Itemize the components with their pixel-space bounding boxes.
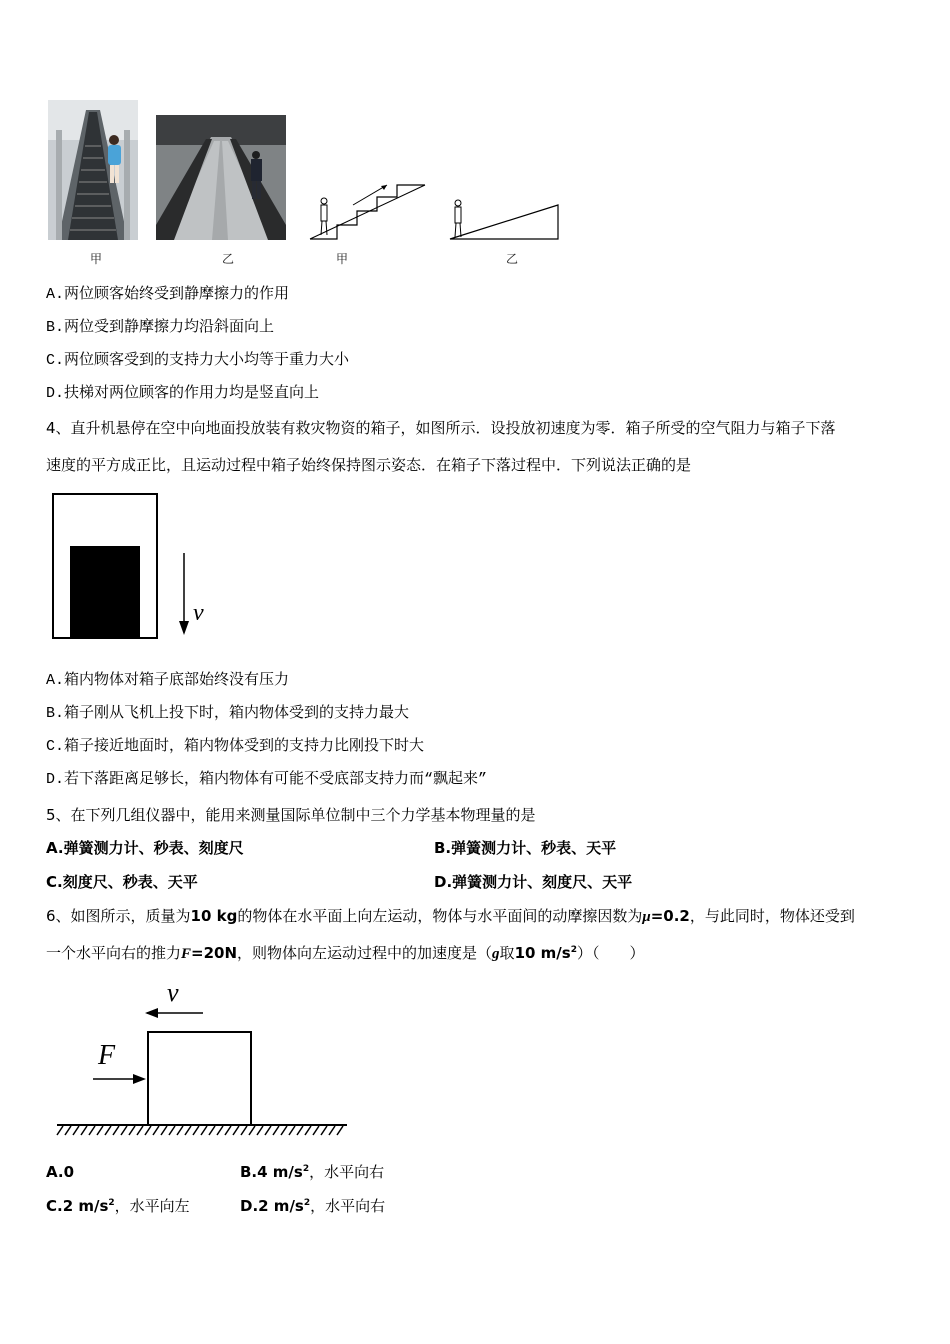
q6-option-d — [240, 1196, 385, 1216]
caption-jia-photo: 甲 — [90, 252, 103, 266]
walkway-photo-yi — [156, 115, 286, 240]
q5-option-c: C.刻度尺、秒表、天平 — [46, 873, 198, 891]
q5-option-d: D.弹簧测力计、刻度尺、天平 — [434, 873, 633, 891]
q6-option-a-text: A.0 — [46, 1163, 75, 1181]
q4-option-c: C.箱子接近地面时，箱内物体受到的支持力比刚投下时大 — [46, 738, 425, 755]
caption-jia-diagram: 甲 — [336, 252, 349, 266]
q4-option-b: B.箱子刚从飞机上投下时，箱内物体受到的支持力最大 — [46, 705, 410, 722]
caption-yi-diagram: 乙 — [506, 252, 519, 266]
q6-mass-value: 10 kg — [190, 907, 238, 925]
q6-option-c — [46, 1196, 190, 1216]
q6-force-label: F — [98, 1040, 116, 1071]
q4-velocity-label: v — [193, 600, 204, 626]
q6-line2-part-d: 取 — [499, 944, 515, 962]
ramp-walkway-diagram — [445, 195, 565, 245]
q6-option-a — [46, 1162, 74, 1182]
q3-option-d: D.扶梯对两位顾客的作用力均是竖直向上 — [46, 385, 320, 402]
q6-line1-part-e: ，与此同时，物体还受到 — [689, 907, 855, 925]
q5-option-b: B.弹簧测力计、秒表、天平 — [434, 839, 617, 857]
q6-stem-line2 — [46, 943, 644, 964]
q4-option-a: A.箱内物体对箱子底部始终没有压力 — [46, 672, 290, 689]
q6-line2-part-a: 一个水平向右的推力 — [46, 944, 182, 962]
q3-option-b: B.两位受到静摩擦力均沿斜面向上 — [46, 319, 275, 336]
q6-force-value: =20N — [191, 944, 238, 962]
q3-option-a: A.两位顾客始终受到静摩擦力的作用 — [46, 286, 290, 303]
q6-option-b-exp: 2 — [302, 1164, 310, 1174]
q6-velocity-label: v — [167, 978, 179, 1007]
q6-option-b — [240, 1162, 384, 1182]
q4-stem-line1: 4、直升机悬停在空中向地面投放装有救灾物资的箱子，如图所示．设投放初速度为零．箱子所受的空气阻力与箱子下落 — [46, 419, 836, 437]
q6-g-symbol: g — [492, 946, 500, 962]
q6-stem-line1 — [46, 906, 855, 927]
q5-option-a: A.弹簧测力计、秒表、刻度尺 — [46, 839, 244, 857]
block-on-floor-diagram — [55, 1005, 350, 1140]
q6-option-b-dir: ，水平向右 — [309, 1163, 385, 1181]
q6-mu-symbol: μ — [642, 909, 651, 925]
q6-option-c-exp: 2 — [108, 1198, 115, 1208]
q4-stem-line2: 速度的平方成正比，且运动过程中箱子始终保持图示姿态．在箱子下落过程中．下列说法正确的是 — [46, 456, 692, 474]
q6-line2-part-f: ）（ ） — [576, 944, 645, 962]
escalator-photo-jia — [48, 100, 138, 240]
q6-line2-part-c: ，则物体向左运动过程中的加速度是（ — [237, 944, 493, 962]
q6-option-d-exp: 2 — [303, 1198, 311, 1208]
q6-line1-part-a: 6、如图所示，质量为 — [46, 907, 191, 925]
q6-force-symbol: F — [181, 946, 192, 962]
q4-option-d: D.若下落距离足够长，箱内物体有可能不受底部支持力而“飘起来” — [46, 771, 488, 788]
q6-line1-part-c: 的物体在水平面上向左运动，物体与水平面间的动摩擦因数为 — [237, 907, 643, 925]
q6-g-exponent: 2 — [570, 945, 577, 955]
q5-stem: 5、在下列几组仪器中，能用来测量国际单位制中三个力学基本物理量的是 — [46, 806, 536, 824]
caption-yi-photo: 乙 — [222, 252, 235, 266]
q3-option-c: C.两位顾客受到的支持力大小均等于重力大小 — [46, 352, 350, 369]
q6-g-value: 10 m/s — [514, 944, 571, 962]
q6-option-c-dir: ，水平向左 — [114, 1197, 190, 1215]
q6-option-d-dir: ，水平向右 — [310, 1197, 386, 1215]
q6-option-b-value: B.4 m/s — [240, 1163, 303, 1181]
stair-escalator-diagram — [305, 175, 430, 245]
q6-option-c-value: C.2 m/s — [46, 1197, 109, 1215]
q6-option-d-value: D.2 m/s — [240, 1197, 304, 1215]
q6-mu-value: =0.2 — [650, 907, 690, 925]
